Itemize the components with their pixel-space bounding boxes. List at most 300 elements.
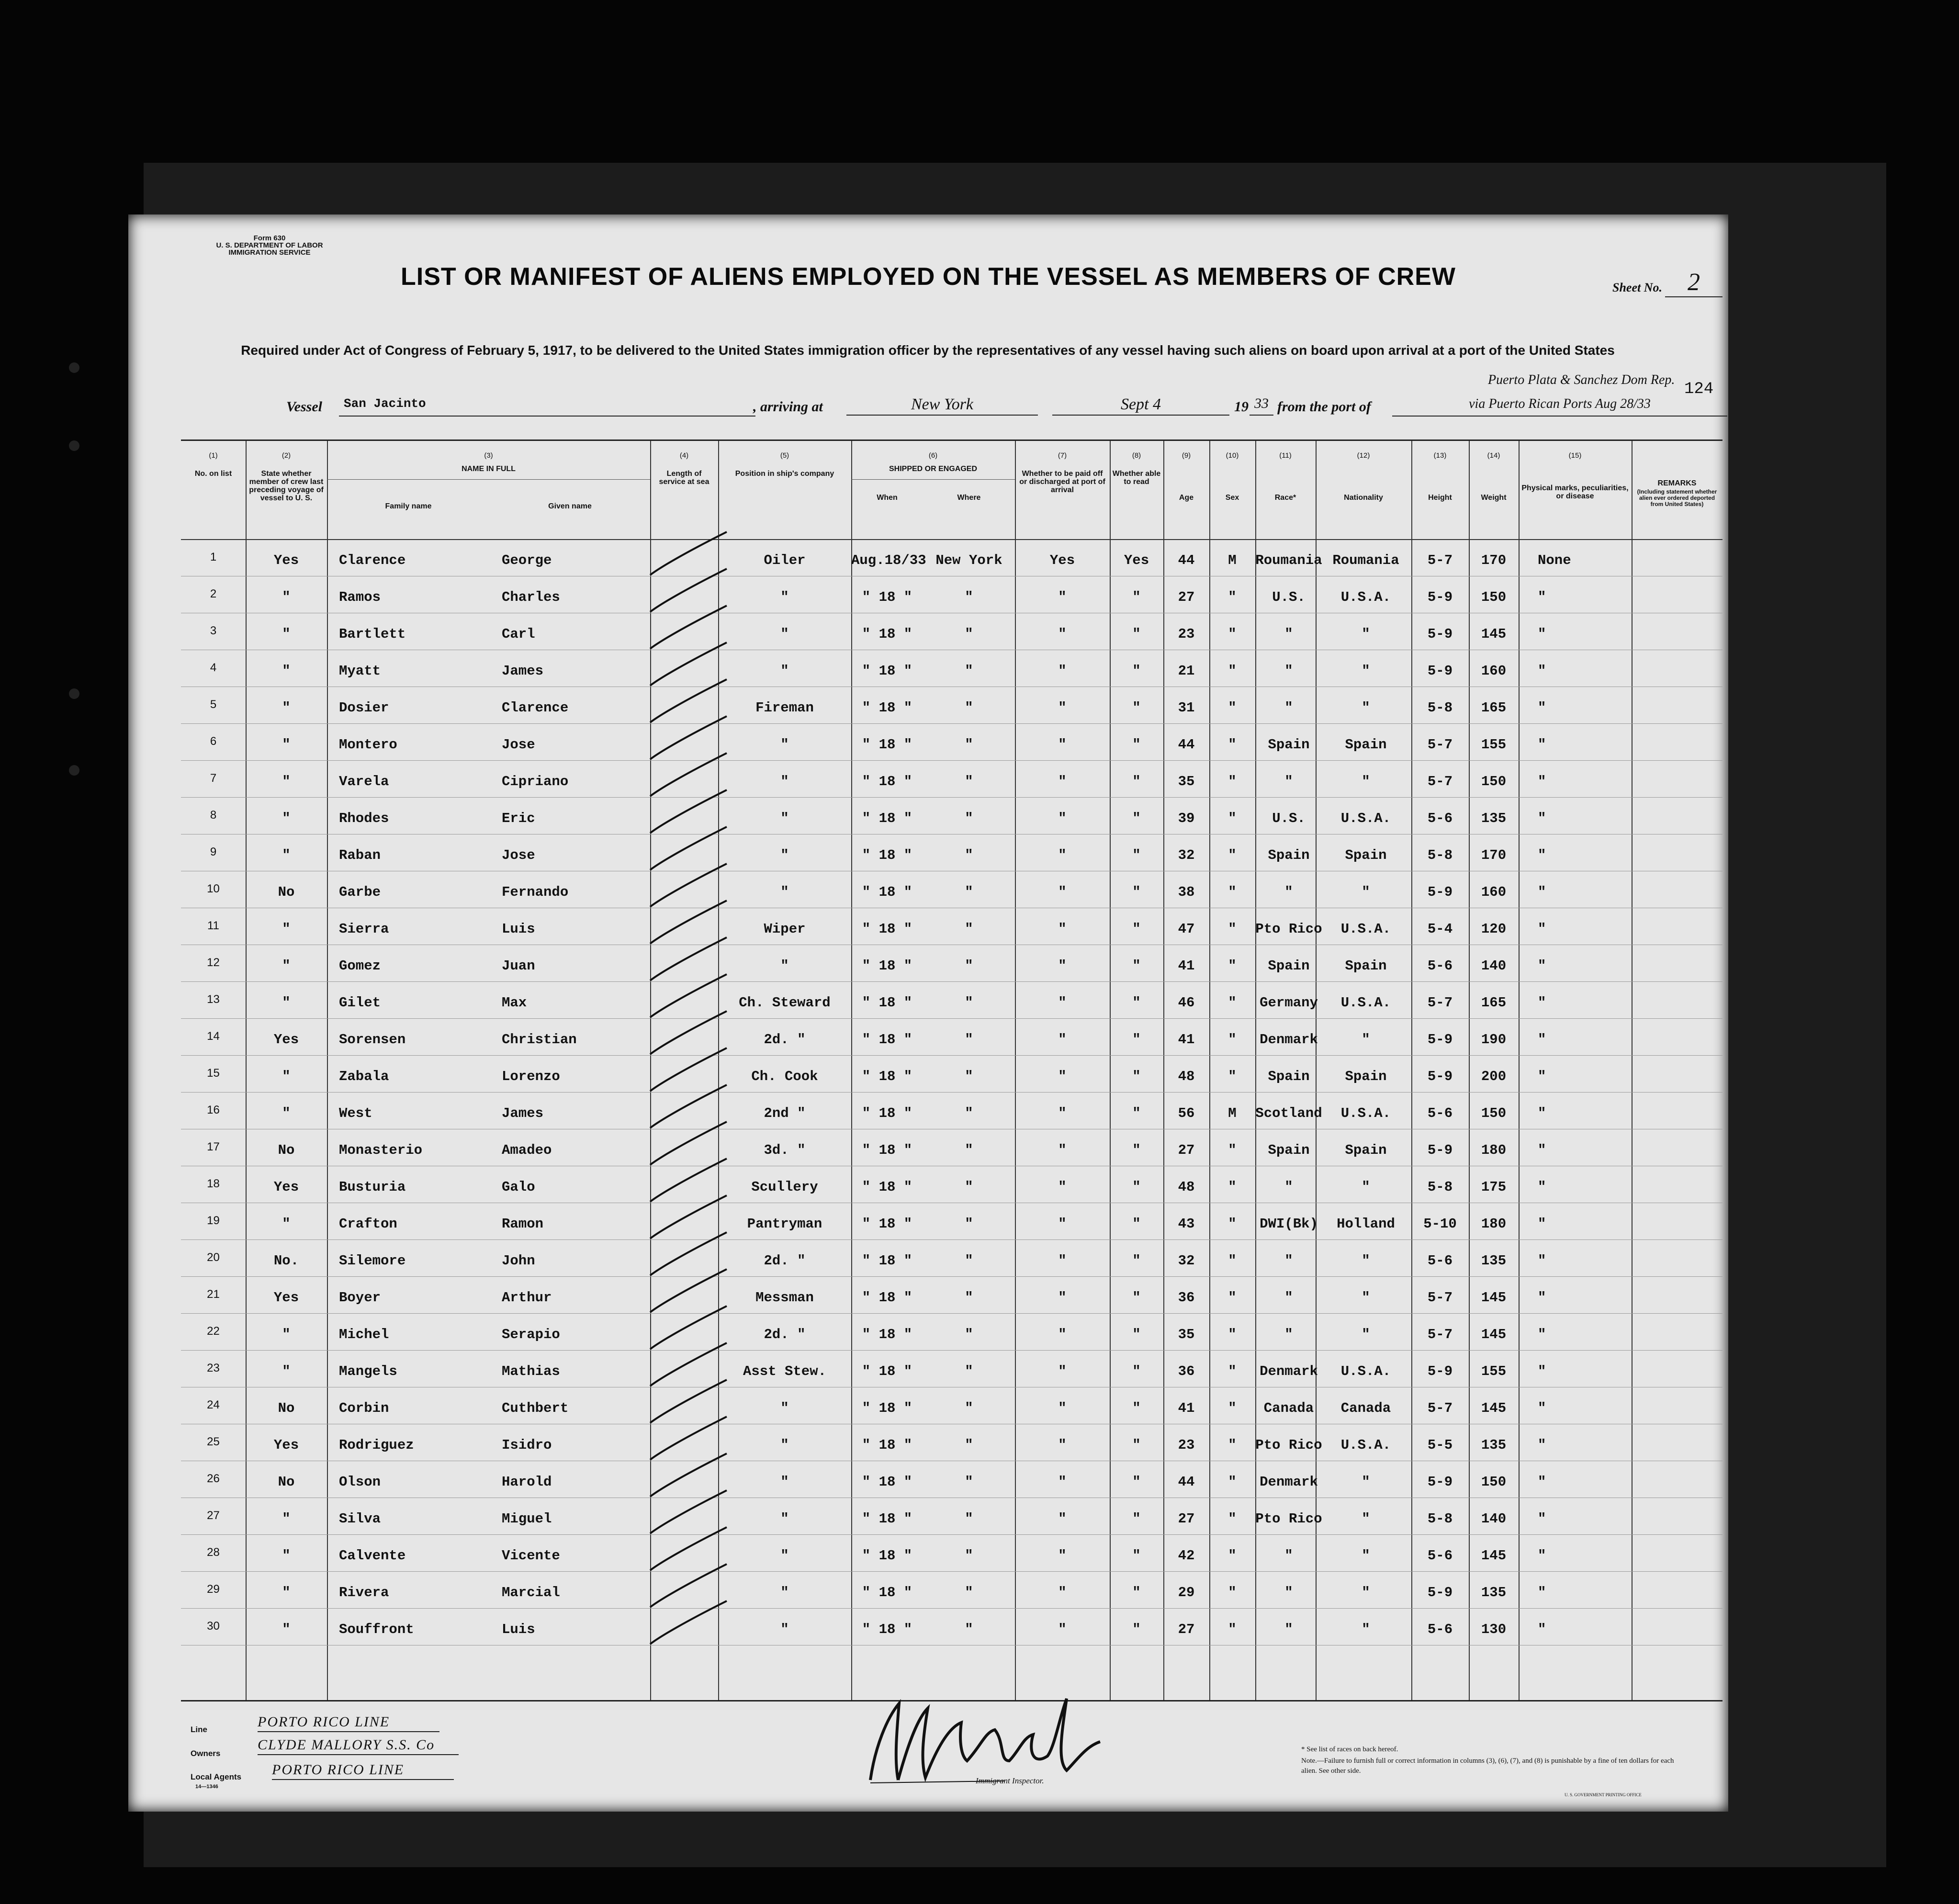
physical-marks: " <box>1538 737 1546 753</box>
sex: " <box>1228 811 1237 826</box>
height: 5-7 <box>1427 737 1453 753</box>
shipped-when: " 18 " <box>862 1511 912 1527</box>
family-name: Ramos <box>339 589 381 605</box>
nationality: " <box>1362 1327 1370 1342</box>
position: " <box>780 626 789 642</box>
table-row <box>181 1387 1723 1424</box>
family-name: Rodriguez <box>339 1437 414 1453</box>
table-row <box>181 1608 1723 1645</box>
given-name: Luis <box>502 1622 535 1637</box>
nationality: Spain <box>1345 847 1387 863</box>
race: " <box>1284 663 1293 679</box>
service: IMMIGRATION SERVICE <box>228 248 311 257</box>
physical-marks: " <box>1538 1216 1546 1232</box>
paid-off: " <box>1058 1216 1067 1232</box>
col-head-remarks-note: (Including statement whether alien ever ordered deported from United States) <box>1637 488 1717 507</box>
row-number: 22 <box>207 1325 220 1338</box>
race: Denmark <box>1260 1474 1318 1490</box>
agents-label: Local Agents <box>191 1772 242 1781</box>
shipped-when: " 18 " <box>862 811 912 826</box>
sex: " <box>1228 995 1237 1011</box>
col-num-9: (9) <box>1182 451 1191 460</box>
given-name: John <box>502 1253 535 1269</box>
age: 21 <box>1178 663 1195 679</box>
position: " <box>780 1622 789 1637</box>
nationality: Roumania <box>1332 552 1399 568</box>
height: 5-8 <box>1427 1179 1453 1195</box>
physical-marks: " <box>1538 995 1546 1011</box>
shipped-where: " <box>965 1474 973 1490</box>
family-name: Souffront <box>339 1622 414 1637</box>
family-name: Myatt <box>339 663 381 679</box>
weight: 150 <box>1481 1474 1507 1490</box>
table-row <box>181 1239 1723 1277</box>
race: Spain <box>1268 847 1310 863</box>
row-number: 7 <box>210 772 217 785</box>
family-name: Varela <box>339 774 389 789</box>
weight: 135 <box>1481 1585 1507 1600</box>
shipped-where: " <box>965 1253 973 1269</box>
paid-off: " <box>1058 884 1067 900</box>
nationality: Spain <box>1345 737 1387 753</box>
sex: " <box>1228 1179 1237 1195</box>
shipped-when: " 18 " <box>862 1400 912 1416</box>
weight: 145 <box>1481 1548 1507 1564</box>
previous-voyage: " <box>282 774 291 789</box>
shipped-when: " 18 " <box>862 1032 912 1048</box>
position: 2d. " <box>764 1032 806 1048</box>
shipped-when: " 18 " <box>862 626 912 642</box>
shipped-when: " 18 " <box>862 700 912 716</box>
previous-voyage: " <box>282 663 291 679</box>
paid-off: " <box>1058 1142 1067 1158</box>
paid-off: " <box>1058 1585 1067 1600</box>
family-name: Montero <box>339 737 397 753</box>
race: " <box>1284 1548 1293 1564</box>
previous-voyage: " <box>282 1622 291 1637</box>
name-subhead-line <box>327 479 650 480</box>
shipped-where: New York <box>935 552 1002 568</box>
row-number: 3 <box>210 624 217 637</box>
family-name: Gilet <box>339 995 381 1011</box>
paid-off: " <box>1058 1253 1067 1269</box>
page-title: LIST OR MANIFEST OF ALIENS EMPLOYED ON THE VESSEL AS MEMBERS OF CREW <box>401 263 1456 291</box>
position: Fireman <box>755 700 814 716</box>
race: " <box>1284 626 1293 642</box>
table-row <box>181 1055 1723 1093</box>
shipped-when: " 18 " <box>862 1474 912 1490</box>
family-name: Gomez <box>339 958 381 974</box>
age: 38 <box>1178 884 1195 900</box>
given-name: Cuthbert <box>502 1400 569 1416</box>
family-name: Michel <box>339 1327 389 1342</box>
line-value: PORTO RICO LINE <box>258 1714 439 1732</box>
row-number: 2 <box>210 587 217 600</box>
nationality: " <box>1362 700 1370 716</box>
row-number: 9 <box>210 845 217 858</box>
family-name: Zabala <box>339 1069 389 1084</box>
position: 2d. " <box>764 1327 806 1342</box>
height: 5-9 <box>1427 884 1453 900</box>
height: 5-9 <box>1427 1032 1453 1048</box>
weight: 170 <box>1481 847 1507 863</box>
family-name: Raban <box>339 847 381 863</box>
row-number: 12 <box>207 956 220 969</box>
sex: " <box>1228 1400 1237 1416</box>
shipped-where: " <box>965 589 973 605</box>
weight: 145 <box>1481 1400 1507 1416</box>
given-name: Christian <box>502 1032 577 1048</box>
weight: 135 <box>1481 811 1507 826</box>
family-name: Crafton <box>339 1216 397 1232</box>
nationality: " <box>1362 1622 1370 1637</box>
punch-hole <box>69 765 79 776</box>
position: " <box>780 1400 789 1416</box>
weight: 160 <box>1481 663 1507 679</box>
row-number: 6 <box>210 735 217 748</box>
given-name: Harold <box>502 1474 552 1490</box>
previous-voyage: " <box>282 626 291 642</box>
row-number: 30 <box>207 1620 220 1633</box>
col-num-5: (5) <box>780 451 789 460</box>
paid-off: " <box>1058 589 1067 605</box>
row-number: 28 <box>207 1546 220 1559</box>
row-number: 29 <box>207 1583 220 1596</box>
table-row <box>181 797 1723 834</box>
year-prefix: 19 <box>1234 399 1249 415</box>
family-name: Boyer <box>339 1290 381 1306</box>
age: 23 <box>1178 626 1195 642</box>
shipped-when: " 18 " <box>862 1585 912 1600</box>
nationality: U.S.A. <box>1340 1363 1391 1379</box>
previous-voyage: " <box>282 1327 291 1342</box>
paid-off: " <box>1058 1179 1067 1195</box>
shipped-where: " <box>965 626 973 642</box>
race: " <box>1284 1290 1293 1306</box>
race: U.S. <box>1272 811 1306 826</box>
crew-table <box>181 439 1723 1701</box>
age: 41 <box>1178 1032 1195 1048</box>
position: Oiler <box>764 552 806 568</box>
form-number: Form 630 <box>253 234 286 242</box>
previous-voyage: " <box>282 1069 291 1084</box>
shipped-when: " 18 " <box>862 958 912 974</box>
age: 27 <box>1178 1142 1195 1158</box>
col-head-weight: Weight <box>1481 494 1507 502</box>
position: 3d. " <box>764 1142 806 1158</box>
col-head-nationality: Nationality <box>1344 494 1383 502</box>
position: " <box>780 663 789 679</box>
shipped-where: " <box>965 811 973 826</box>
weight: 180 <box>1481 1216 1507 1232</box>
shipped-when: " 18 " <box>862 921 912 937</box>
inspector-signature <box>842 1689 1110 1790</box>
paid-off: " <box>1058 811 1067 826</box>
position: " <box>780 774 789 789</box>
height: 5-6 <box>1427 811 1453 826</box>
able-to-read: " <box>1132 1437 1141 1453</box>
age: 29 <box>1178 1585 1195 1600</box>
paid-off: " <box>1058 1511 1067 1527</box>
given-name: Vicente <box>502 1548 560 1564</box>
able-to-read: " <box>1132 1290 1141 1306</box>
owners-value: CLYDE MALLORY S.S. Co <box>258 1737 459 1755</box>
shipped-when: " 18 " <box>862 1253 912 1269</box>
previous-voyage: " <box>282 589 291 605</box>
shipped-where: " <box>965 1069 973 1084</box>
given-name: Juan <box>502 958 535 974</box>
sex: " <box>1228 774 1237 789</box>
race: " <box>1284 700 1293 716</box>
height: 5-9 <box>1427 1142 1453 1158</box>
physical-marks: " <box>1538 1105 1546 1121</box>
paid-off: " <box>1058 700 1067 716</box>
row-number: 4 <box>210 661 217 674</box>
physical-marks: " <box>1538 1142 1546 1158</box>
row-number: 17 <box>207 1140 220 1153</box>
height: 5-7 <box>1427 995 1453 1011</box>
col-num-12: (12) <box>1357 451 1370 460</box>
height: 5-6 <box>1427 1548 1453 1564</box>
height: 5-9 <box>1427 626 1453 642</box>
position: " <box>780 1474 789 1490</box>
physical-marks: None <box>1538 552 1571 568</box>
age: 36 <box>1178 1363 1195 1379</box>
able-to-read: Yes <box>1124 552 1149 568</box>
physical-marks: " <box>1538 921 1546 937</box>
form-subtitle: Required under Act of Congress of February 5, 1917, to be delivered to the United States immigration officer by the representatives of any vessel having such aliens on board upon arrival at a port of the United States <box>241 343 1615 358</box>
race: Denmark <box>1260 1363 1318 1379</box>
page-number: 124 <box>1684 380 1714 398</box>
physical-marks: " <box>1538 1511 1546 1527</box>
able-to-read: " <box>1132 811 1141 826</box>
previous-voyage: " <box>282 700 291 716</box>
sex: " <box>1228 663 1237 679</box>
shipped-where: " <box>965 995 973 1011</box>
row-number: 18 <box>207 1177 220 1190</box>
nationality: " <box>1362 1253 1370 1269</box>
height: 5-9 <box>1427 1363 1453 1379</box>
shipped-where: " <box>965 1290 973 1306</box>
nationality: " <box>1362 1032 1370 1048</box>
age: 48 <box>1178 1179 1195 1195</box>
col-head-marks: Physical marks, peculiarities, or disease <box>1521 484 1629 500</box>
col-num-3: (3) <box>484 451 493 460</box>
able-to-read: " <box>1132 700 1141 716</box>
given-name: Eric <box>502 811 535 826</box>
position: " <box>780 811 789 826</box>
table-row <box>181 1571 1723 1609</box>
weight: 120 <box>1481 921 1507 937</box>
weight: 150 <box>1481 1105 1507 1121</box>
weight: 175 <box>1481 1179 1507 1195</box>
owners-label: Owners <box>191 1749 221 1758</box>
able-to-read: " <box>1132 589 1141 605</box>
height: 5-6 <box>1427 1253 1453 1269</box>
physical-marks: " <box>1538 589 1546 605</box>
able-to-read: " <box>1132 1585 1141 1600</box>
sheet-label: Sheet No. <box>1612 281 1662 294</box>
position: 2nd " <box>764 1105 806 1121</box>
paid-off: " <box>1058 1327 1067 1342</box>
weight: 165 <box>1481 995 1507 1011</box>
col-head-sex: Sex <box>1225 494 1239 502</box>
family-name: West <box>339 1105 372 1121</box>
position: 2d. " <box>764 1253 806 1269</box>
row-number: 8 <box>210 809 217 822</box>
sex: " <box>1228 921 1237 937</box>
family-name: Sorensen <box>339 1032 406 1048</box>
table-row <box>181 723 1723 761</box>
weight: 170 <box>1481 552 1507 568</box>
physical-marks: " <box>1538 1548 1546 1564</box>
col-head-given: Given name <box>548 502 592 510</box>
shipped-where: " <box>965 1548 973 1564</box>
punch-hole <box>69 688 79 699</box>
physical-marks: " <box>1538 1363 1546 1379</box>
given-name: Isidro <box>502 1437 552 1453</box>
shipped-where: " <box>965 847 973 863</box>
row-number: 26 <box>207 1472 220 1485</box>
paid-off: " <box>1058 847 1067 863</box>
col-head-paid-off: Whether to be paid off or discharged at port of arrival <box>1019 470 1105 494</box>
paid-off: " <box>1058 1548 1067 1564</box>
nationality: Holland <box>1337 1216 1395 1232</box>
paid-off: " <box>1058 737 1067 753</box>
from-port: via Puerto Rican Ports Aug 28/33 <box>1392 396 1727 417</box>
col-head-name: NAME IN FULL <box>462 465 516 473</box>
paid-off: Yes <box>1049 552 1075 568</box>
shipped-when: " 18 " <box>862 737 912 753</box>
physical-marks: " <box>1538 1622 1546 1637</box>
height: 5-7 <box>1427 1290 1453 1306</box>
weight: 130 <box>1481 1622 1507 1637</box>
col-num-6: (6) <box>928 451 938 460</box>
height: 5-9 <box>1427 589 1453 605</box>
race: DWI(Bk) <box>1260 1216 1318 1232</box>
sex: " <box>1228 884 1237 900</box>
age: 27 <box>1178 1622 1195 1637</box>
physical-marks: " <box>1538 663 1546 679</box>
able-to-read: " <box>1132 1622 1141 1637</box>
sex: " <box>1228 958 1237 974</box>
position: " <box>780 1548 789 1564</box>
col-head-no: No. on list <box>194 470 232 478</box>
form-header <box>210 235 329 256</box>
col-num-7: (7) <box>1058 451 1067 460</box>
height: 5-9 <box>1427 1585 1453 1600</box>
row-number: 21 <box>207 1288 220 1301</box>
shipped-where: " <box>965 1400 973 1416</box>
family-name: Silva <box>339 1511 381 1527</box>
height: 5-7 <box>1427 1400 1453 1416</box>
shipped-when: " 18 " <box>862 1437 912 1453</box>
vessel-label: Vessel <box>286 399 322 415</box>
weight: 155 <box>1481 737 1507 753</box>
physical-marks: " <box>1538 1179 1546 1195</box>
position: " <box>780 1511 789 1527</box>
paid-off: " <box>1058 958 1067 974</box>
col-head-age: Age <box>1179 494 1194 502</box>
nationality: U.S.A. <box>1340 921 1391 937</box>
nationality: " <box>1362 1511 1370 1527</box>
weight: 145 <box>1481 1290 1507 1306</box>
height: 5-10 <box>1423 1216 1457 1232</box>
family-name: Rivera <box>339 1585 389 1600</box>
weight: 150 <box>1481 589 1507 605</box>
vessel-name: San Jacinto <box>339 396 755 417</box>
race: Pto Rico <box>1255 1437 1322 1453</box>
able-to-read: " <box>1132 1363 1141 1379</box>
physical-marks: " <box>1538 1032 1546 1048</box>
inspector-label: Immigrant Inspector. <box>976 1776 1044 1785</box>
race: U.S. <box>1272 589 1306 605</box>
shipped-when: " 18 " <box>862 1622 912 1637</box>
position: Wiper <box>764 921 806 937</box>
weight: 165 <box>1481 700 1507 716</box>
able-to-read: " <box>1132 737 1141 753</box>
race: Spain <box>1268 737 1310 753</box>
nationality: U.S.A. <box>1340 811 1391 826</box>
physical-marks: " <box>1538 1585 1546 1600</box>
shipped-when: " 18 " <box>862 1216 912 1232</box>
shipped-where: " <box>965 958 973 974</box>
paid-off: " <box>1058 1474 1067 1490</box>
physical-marks: " <box>1538 1327 1546 1342</box>
age: 23 <box>1178 1437 1195 1453</box>
previous-voyage: Yes <box>273 1437 299 1453</box>
able-to-read: " <box>1132 1069 1141 1084</box>
row-number: 10 <box>207 882 220 895</box>
previous-voyage: " <box>282 958 291 974</box>
paid-off: " <box>1058 921 1067 937</box>
shipped-where: " <box>965 1327 973 1342</box>
sex: " <box>1228 589 1237 605</box>
weight: 140 <box>1481 1511 1507 1527</box>
paid-off: " <box>1058 1363 1067 1379</box>
race: Denmark <box>1260 1032 1318 1048</box>
height: 5-5 <box>1427 1437 1453 1453</box>
line-label: Line <box>191 1725 207 1734</box>
physical-marks: " <box>1538 847 1546 863</box>
family-name: Olson <box>339 1474 381 1490</box>
age: 42 <box>1178 1548 1195 1564</box>
able-to-read: " <box>1132 663 1141 679</box>
given-name: Luis <box>502 921 535 937</box>
age: 47 <box>1178 921 1195 937</box>
nationality: " <box>1362 663 1370 679</box>
nationality: " <box>1362 774 1370 789</box>
given-name: Jose <box>502 737 535 753</box>
weight: 135 <box>1481 1437 1507 1453</box>
department: U. S. DEPARTMENT OF LABOR <box>216 241 323 249</box>
sex: " <box>1228 1216 1237 1232</box>
age: 48 <box>1178 1069 1195 1084</box>
previous-voyage: Yes <box>273 1032 299 1048</box>
able-to-read: " <box>1132 884 1141 900</box>
position: " <box>780 958 789 974</box>
given-name: Charles <box>502 589 560 605</box>
shipped-where: " <box>965 737 973 753</box>
shipped-when: " 18 " <box>862 774 912 789</box>
table-row <box>181 908 1723 945</box>
able-to-read: " <box>1132 1474 1141 1490</box>
race: Roumania <box>1255 552 1322 568</box>
position: Asst Stew. <box>743 1363 827 1379</box>
arriving-label: , arriving at <box>753 399 823 415</box>
able-to-read: " <box>1132 1216 1141 1232</box>
weight: 180 <box>1481 1142 1507 1158</box>
